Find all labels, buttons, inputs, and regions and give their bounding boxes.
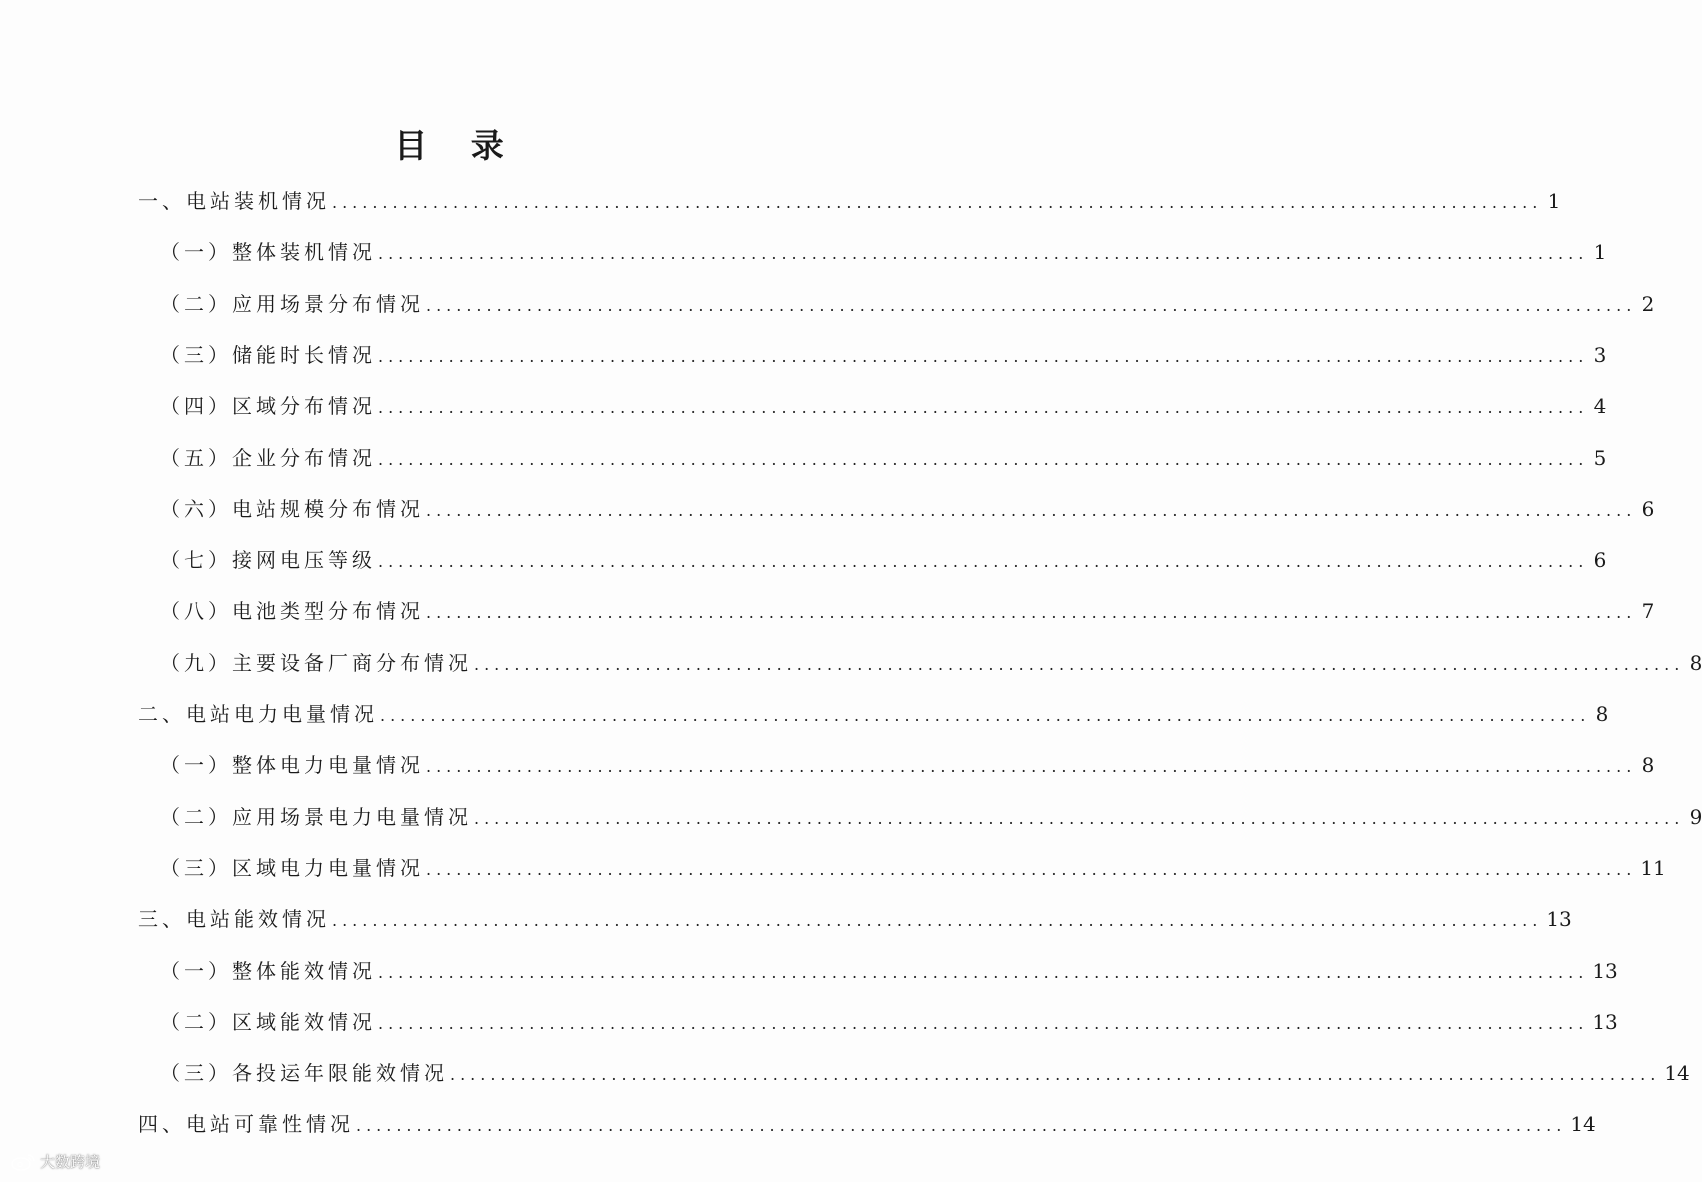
toc-leader-dots: ........................................................................................................................ <box>356 1116 1567 1136</box>
toc-leader-dots: ........................................................................................................................ <box>426 859 1637 879</box>
toc-entry[interactable] <box>138 899 1572 939</box>
toc-entry-label: （八）电池类型分布情况 <box>160 599 424 624</box>
toc-entry[interactable] <box>138 181 1561 221</box>
toc-entry[interactable] <box>160 489 1655 529</box>
toc-entry-page: 7 <box>1641 599 1655 624</box>
toc-entry-label: （二）区域能效情况 <box>160 1009 376 1034</box>
toc-entry-label: （三）各投运年限能效情况 <box>160 1061 448 1086</box>
toc-entry-label: 一、电站装机情况 <box>138 189 330 213</box>
toc-entry[interactable] <box>160 797 1702 837</box>
toc-leader-dots: ........................................................................................................................ <box>380 706 1591 725</box>
toc-entry[interactable] <box>160 745 1655 785</box>
toc-entry[interactable] <box>160 1053 1690 1093</box>
toc-entry-page: 5 <box>1593 445 1607 470</box>
toc-entry-page: 1 <box>1593 240 1607 265</box>
toc-entry[interactable] <box>160 1002 1618 1042</box>
toc-leader-dots: ........................................................................................................................ <box>474 654 1685 674</box>
toc-entry-label: 三、电站能效情况 <box>138 907 330 932</box>
toc-entry-label: （六）电站规模分布情况 <box>160 496 424 521</box>
toc-leader-dots: ........................................................................................................................ <box>474 808 1685 828</box>
toc-entry-page: 2 <box>1641 291 1655 316</box>
toc-entry-page: 8 <box>1689 650 1702 675</box>
toc-leader-dots: ........................................................................................................................ <box>426 295 1637 315</box>
toc-entry-page: 1 <box>1547 189 1561 213</box>
toc-entry[interactable] <box>160 540 1607 580</box>
toc-entry[interactable] <box>160 643 1702 683</box>
toc-entry-label: （九）主要设备厂商分布情况 <box>160 650 472 675</box>
toc-entry-label: （五）企业分布情况 <box>160 445 376 470</box>
watermark-text: 大数跨境 <box>40 1153 101 1171</box>
toc-leader-dots: ........................................................................................................................ <box>378 398 1589 418</box>
toc-leader-dots: ........................................................................................................................ <box>332 911 1543 931</box>
toc-entry[interactable] <box>160 848 1666 888</box>
toc-leader-dots: ........................................................................................................................ <box>378 346 1589 366</box>
toc-leader-dots: ........................................................................................................................ <box>378 244 1589 264</box>
toc-entry[interactable] <box>138 694 1609 734</box>
toc-entry-label: （三）区域电力电量情况 <box>160 855 424 880</box>
toc-entry-page: 6 <box>1641 496 1655 521</box>
toc-entry-label: （七）接网电压等级 <box>160 548 376 573</box>
toc-entry[interactable] <box>160 951 1618 991</box>
toc-entry-page: 14 <box>1664 1061 1690 1086</box>
toc-entry-page: 13 <box>1546 907 1572 932</box>
toc-entry[interactable] <box>160 232 1607 272</box>
toc-entry-label: （三）储能时长情况 <box>160 342 376 367</box>
toc-entry[interactable] <box>160 438 1607 478</box>
toc-entry-page: 9 <box>1689 804 1702 829</box>
toc-entry[interactable] <box>160 386 1607 426</box>
toc-entry-label: （二）应用场景分布情况 <box>160 291 424 316</box>
toc-entry[interactable] <box>160 335 1607 375</box>
toc-leader-dots: ........................................................................................................................ <box>378 449 1589 469</box>
toc-leader-dots: ........................................................................................................................ <box>378 1013 1589 1033</box>
toc-entry-label: （四）区域分布情况 <box>160 394 376 419</box>
watermark <box>10 1151 100 1172</box>
toc-entry-label: 四、电站可靠性情况 <box>138 1112 354 1137</box>
toc-leader-dots: ........................................................................................................................ <box>378 962 1589 982</box>
toc-entry-label: （一）整体装机情况 <box>160 240 376 265</box>
toc-entry-label: 二、电站电力电量情况 <box>138 702 378 726</box>
toc-leader-dots: ........................................................................................................................ <box>426 500 1637 520</box>
toc-leader-dots: ........................................................................................................................ <box>426 757 1637 777</box>
toc-entry-page: 4 <box>1593 394 1607 419</box>
toc-entry-page: 13 <box>1592 1009 1618 1034</box>
toc-entry-page: 6 <box>1593 548 1607 573</box>
toc-entry-label: （一）整体能效情况 <box>160 958 376 983</box>
toc-leader-dots: ........................................................................................................................ <box>450 1065 1661 1085</box>
toc-entry[interactable] <box>160 284 1655 324</box>
toc-leader-dots: ........................................................................................................................ <box>332 193 1543 212</box>
toc-entry-page: 11 <box>1640 855 1666 880</box>
toc-entry[interactable] <box>138 1104 1596 1144</box>
toc-entry-page: 3 <box>1593 342 1607 367</box>
toc-entry-label: （一）整体电力电量情况 <box>160 753 424 778</box>
toc-entry-label: （二）应用场景电力电量情况 <box>160 804 472 829</box>
toc-entry-page: 8 <box>1641 753 1655 778</box>
toc-entry-page: 8 <box>1595 702 1609 726</box>
page-title: 目 录 <box>394 126 520 165</box>
toc-leader-dots: ........................................................................................................................ <box>426 603 1637 623</box>
toc-entry-page: 14 <box>1570 1112 1596 1137</box>
toc-entry[interactable] <box>160 591 1655 631</box>
toc-entry-page: 13 <box>1592 958 1618 983</box>
weibo-logo-icon <box>10 1153 36 1171</box>
toc-leader-dots: ........................................................................................................................ <box>378 552 1589 572</box>
